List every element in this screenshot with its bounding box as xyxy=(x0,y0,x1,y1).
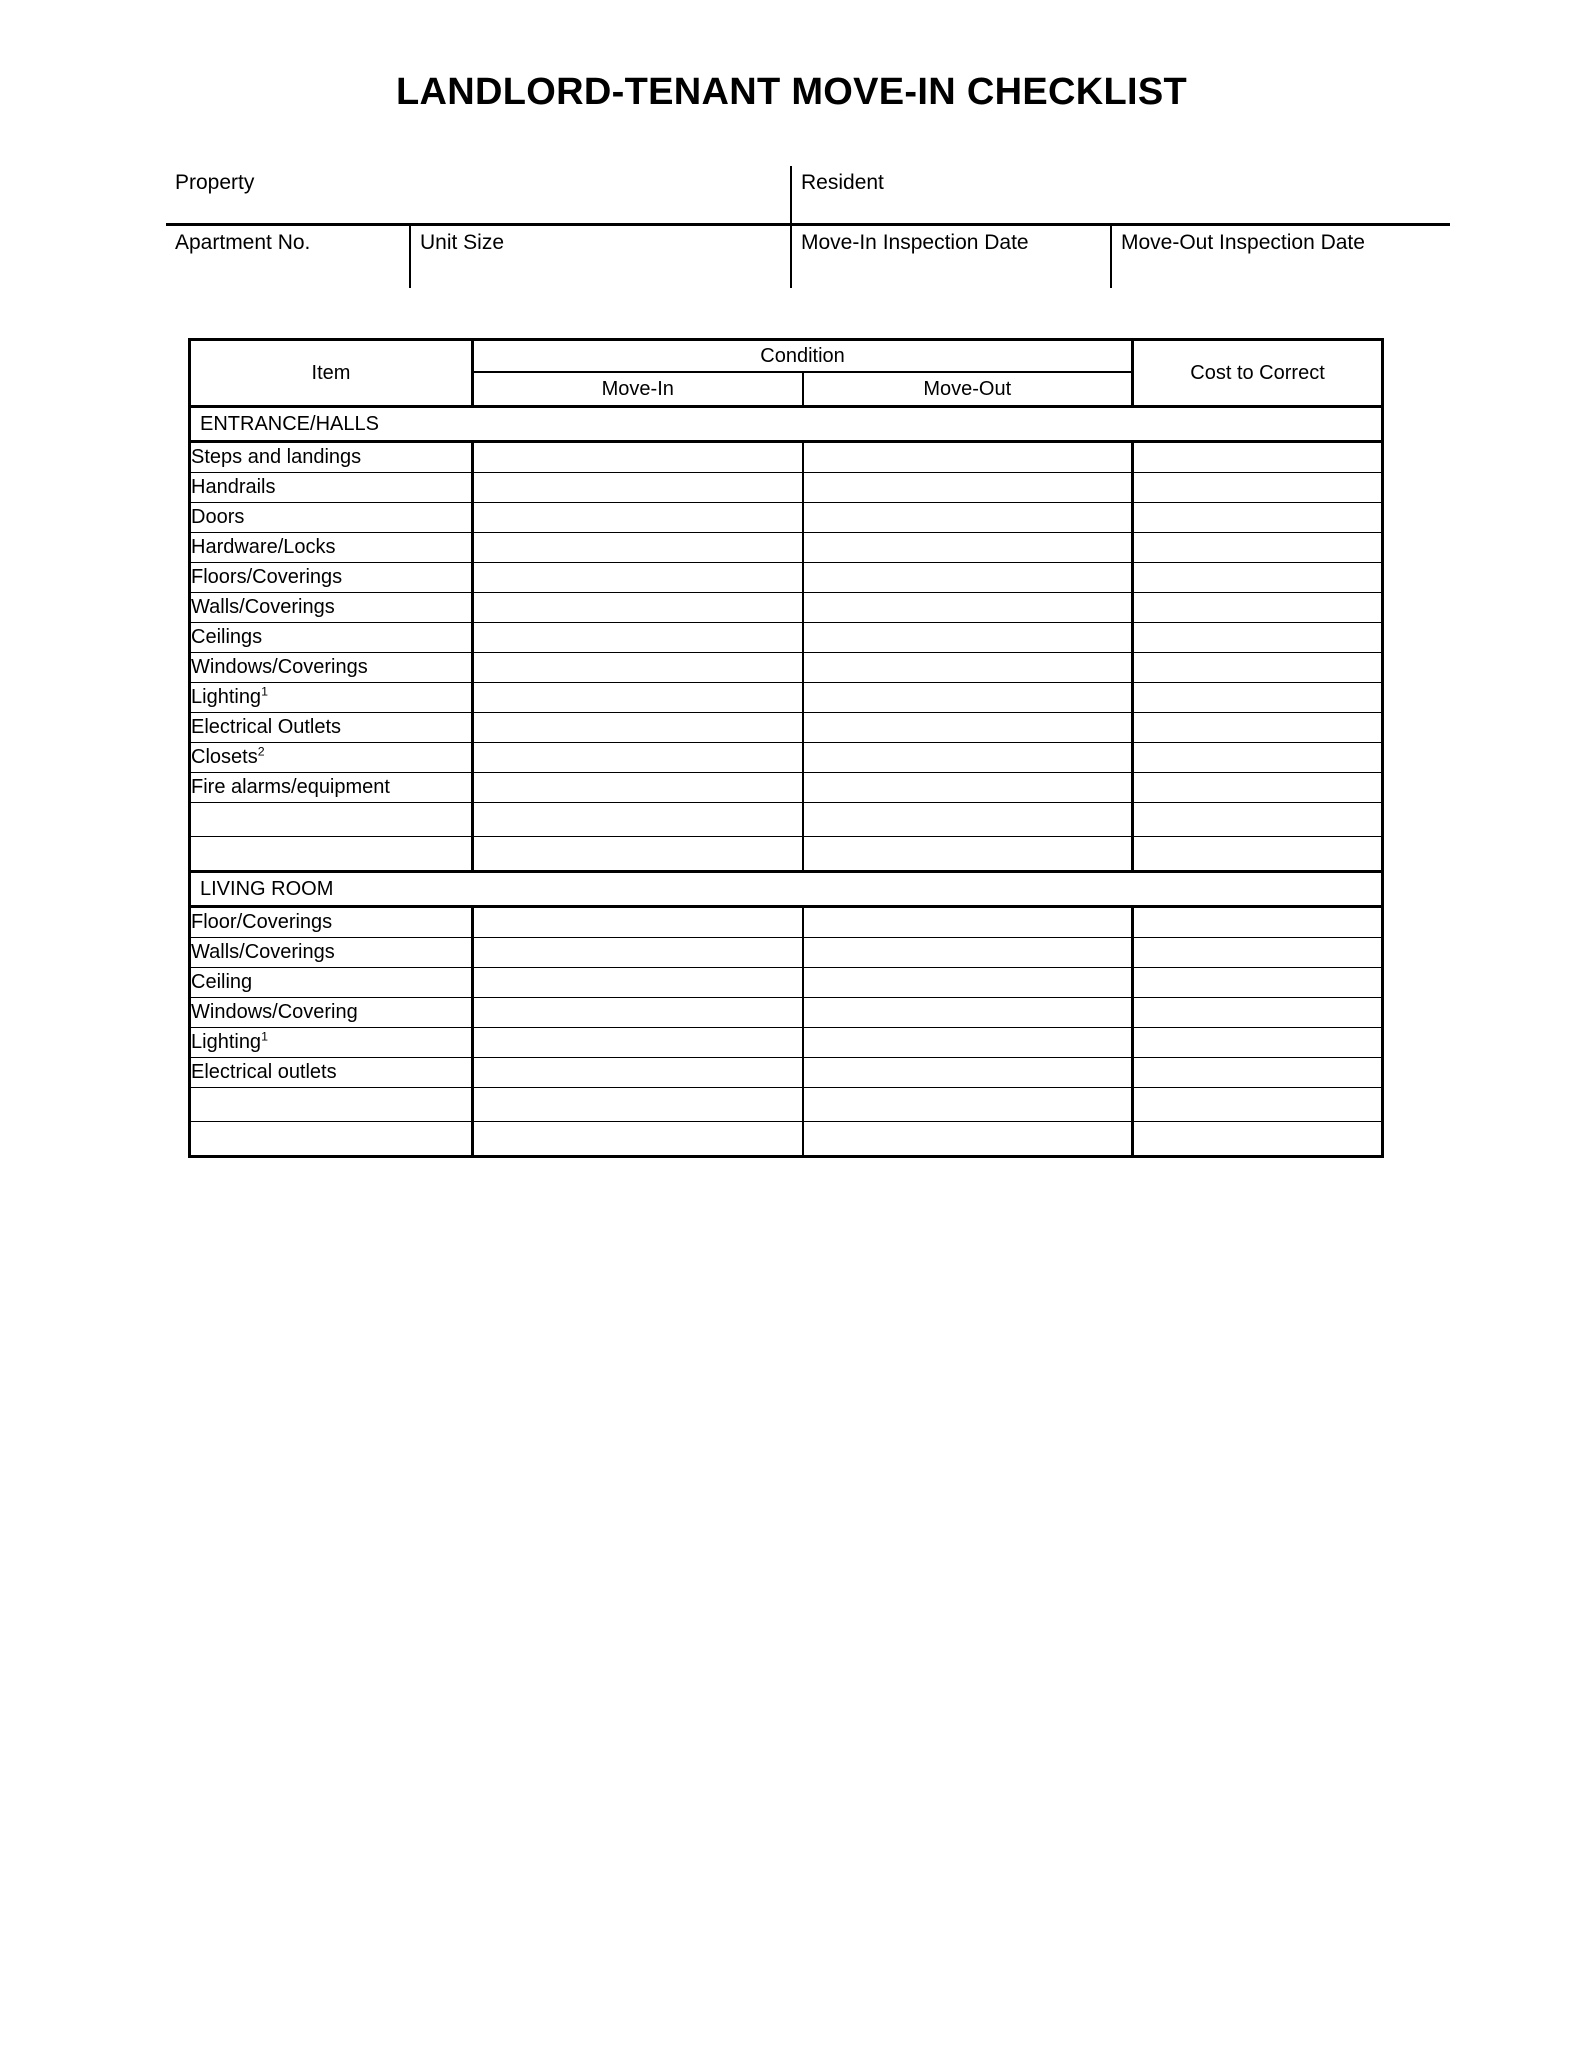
item-label-text: Handrails xyxy=(191,476,276,498)
table-row xyxy=(190,533,1383,563)
item-label-blank[interactable] xyxy=(190,837,473,872)
item-label[interactable] xyxy=(190,968,473,998)
field-move-in-inspection-date[interactable] xyxy=(792,226,1110,288)
cost-to-correct-cell[interactable] xyxy=(1133,907,1383,938)
field-apartment-no[interactable] xyxy=(166,226,409,288)
item-label[interactable] xyxy=(190,773,473,803)
table-row xyxy=(190,713,1383,743)
item-label[interactable] xyxy=(190,998,473,1028)
move-out-condition-cell[interactable] xyxy=(803,653,1133,683)
cost-to-correct-cell[interactable] xyxy=(1133,773,1383,803)
column-header-condition: Condition xyxy=(473,340,1133,373)
column-header-item: Item xyxy=(190,340,473,407)
table-row xyxy=(190,773,1383,803)
item-label-text: Ceiling xyxy=(191,971,253,993)
move-out-condition-cell[interactable] xyxy=(803,773,1133,803)
item-label[interactable] xyxy=(190,442,473,473)
item-label-text: Electrical Outlets xyxy=(191,716,342,738)
move-in-condition-cell[interactable] xyxy=(473,593,803,623)
move-in-condition-cell[interactable] xyxy=(473,713,803,743)
item-label[interactable] xyxy=(190,563,473,593)
item-label-text: Windows/Coverings xyxy=(191,656,368,678)
move-out-condition-cell[interactable] xyxy=(803,683,1133,713)
cost-to-correct-cell[interactable] xyxy=(1133,473,1383,503)
move-in-condition-cell[interactable] xyxy=(473,473,803,503)
item-label-blank[interactable] xyxy=(190,1088,473,1122)
item-label-text: Walls/Coverings xyxy=(191,596,335,618)
cost-to-correct-cell[interactable] xyxy=(1133,713,1383,743)
section-header-label: LIVING ROOM xyxy=(190,872,1383,907)
item-label[interactable] xyxy=(190,683,473,713)
field-apartment-no-label: Apartment No. xyxy=(175,231,311,254)
item-label-text: Closets xyxy=(191,746,258,768)
move-in-condition-cell[interactable] xyxy=(473,968,803,998)
table-row xyxy=(190,907,1383,938)
item-footnote-marker: 1 xyxy=(261,684,268,699)
column-header-cost-to-correct: Cost to Correct xyxy=(1133,340,1383,407)
move-in-condition-cell[interactable] xyxy=(473,1028,803,1058)
move-out-condition-cell[interactable] xyxy=(803,938,1133,968)
section-header-label: ENTRANCE/HALLS xyxy=(190,407,1383,442)
cost-to-correct-cell[interactable] xyxy=(1133,503,1383,533)
cost-to-correct-cell[interactable] xyxy=(1133,1122,1383,1157)
move-in-condition-cell[interactable] xyxy=(473,442,803,473)
cost-to-correct-cell[interactable] xyxy=(1133,938,1383,968)
table-row xyxy=(190,442,1383,473)
move-out-condition-cell[interactable] xyxy=(803,503,1133,533)
move-in-condition-cell[interactable] xyxy=(473,907,803,938)
table-body xyxy=(190,407,1383,1157)
table-row xyxy=(190,623,1383,653)
item-label-text: Fire alarms/equipment xyxy=(191,776,390,798)
move-in-condition-cell[interactable] xyxy=(473,683,803,713)
cost-to-correct-cell[interactable] xyxy=(1133,998,1383,1028)
item-footnote-marker: 2 xyxy=(257,744,265,759)
item-label[interactable] xyxy=(190,533,473,563)
move-out-condition-cell[interactable] xyxy=(803,968,1133,998)
item-footnote-marker: 1 xyxy=(261,1029,268,1044)
table-row xyxy=(190,503,1383,533)
item-label[interactable] xyxy=(190,938,473,968)
table-row xyxy=(190,683,1383,713)
item-label-text: Hardware/Locks xyxy=(191,536,336,558)
item-label-blank[interactable] xyxy=(190,803,473,837)
move-out-condition-cell[interactable] xyxy=(803,593,1133,623)
table-row xyxy=(190,968,1383,998)
move-out-condition-cell[interactable] xyxy=(803,998,1133,1028)
table-row xyxy=(190,1088,1383,1122)
item-label[interactable] xyxy=(190,653,473,683)
cost-to-correct-cell[interactable] xyxy=(1133,837,1383,872)
cost-to-correct-cell[interactable] xyxy=(1133,1088,1383,1122)
table-row xyxy=(190,837,1383,872)
table-row xyxy=(190,998,1383,1028)
section-header-row xyxy=(190,407,1383,442)
move-in-condition-cell[interactable] xyxy=(473,998,803,1028)
move-out-condition-cell[interactable] xyxy=(803,713,1133,743)
item-label-text: Lighting xyxy=(191,1031,262,1053)
move-in-checklist-table xyxy=(188,338,1384,1158)
column-header-move-in: Move-In xyxy=(473,372,803,407)
item-label[interactable] xyxy=(190,473,473,503)
move-out-condition-cell[interactable] xyxy=(803,442,1133,473)
item-label[interactable] xyxy=(190,1028,473,1058)
move-in-condition-cell[interactable] xyxy=(473,623,803,653)
item-label-text: Floors/Coverings xyxy=(191,566,343,588)
section-header-row xyxy=(190,872,1383,907)
table-row xyxy=(190,743,1383,773)
field-property-label: Property xyxy=(175,171,255,194)
move-in-condition-cell[interactable] xyxy=(473,653,803,683)
item-label-blank[interactable] xyxy=(190,1122,473,1157)
move-out-condition-cell[interactable] xyxy=(803,623,1133,653)
move-out-condition-cell[interactable] xyxy=(803,563,1133,593)
item-label[interactable] xyxy=(190,503,473,533)
table-row xyxy=(190,653,1383,683)
move-out-condition-cell[interactable] xyxy=(803,803,1133,837)
item-label[interactable] xyxy=(190,1058,473,1088)
table-row xyxy=(190,593,1383,623)
move-in-condition-cell[interactable] xyxy=(473,503,803,533)
cost-to-correct-cell[interactable] xyxy=(1133,803,1383,837)
table-row xyxy=(190,803,1383,837)
field-unit-size[interactable] xyxy=(411,226,790,288)
move-in-condition-cell[interactable] xyxy=(473,1122,803,1157)
item-label-text: Ceilings xyxy=(191,626,263,648)
cost-to-correct-cell[interactable] xyxy=(1133,593,1383,623)
page-title: LANDLORD-TENANT MOVE-IN CHECKLIST xyxy=(396,71,1187,113)
move-out-condition-cell[interactable] xyxy=(803,1058,1133,1088)
table-row xyxy=(190,938,1383,968)
field-move-in-inspection-date-label: Move-In Inspection Date xyxy=(801,231,1029,254)
item-label[interactable] xyxy=(190,713,473,743)
item-label-text: Floor/Coverings xyxy=(191,911,333,933)
field-property[interactable] xyxy=(166,166,790,223)
cost-to-correct-cell[interactable] xyxy=(1133,968,1383,998)
column-header-move-out: Move-Out xyxy=(803,372,1133,407)
item-label-text: Walls/Coverings xyxy=(191,941,335,963)
property-resident-info-block xyxy=(166,166,1450,288)
move-out-condition-cell[interactable] xyxy=(803,907,1133,938)
move-out-condition-cell[interactable] xyxy=(803,1028,1133,1058)
move-in-condition-cell[interactable] xyxy=(473,533,803,563)
move-in-condition-cell[interactable] xyxy=(473,743,803,773)
item-label-text: Doors xyxy=(191,506,245,528)
field-resident[interactable] xyxy=(792,166,1450,223)
table-row xyxy=(190,473,1383,503)
item-label-text: Steps and landings xyxy=(191,446,362,468)
table-row xyxy=(190,1058,1383,1088)
move-out-condition-cell[interactable] xyxy=(803,837,1133,872)
move-in-condition-cell[interactable] xyxy=(473,773,803,803)
move-in-condition-cell[interactable] xyxy=(473,1058,803,1088)
item-label[interactable] xyxy=(190,623,473,653)
cost-to-correct-cell[interactable] xyxy=(1133,743,1383,773)
cost-to-correct-cell[interactable] xyxy=(1133,653,1383,683)
field-move-out-inspection-date-label: Move-Out Inspection Date xyxy=(1121,231,1365,254)
cost-to-correct-cell[interactable] xyxy=(1133,533,1383,563)
table-header-row-top xyxy=(190,340,1383,373)
cost-to-correct-cell[interactable] xyxy=(1133,442,1383,473)
item-label-text: Lighting xyxy=(191,686,262,708)
item-label[interactable] xyxy=(190,743,473,773)
cost-to-correct-cell[interactable] xyxy=(1133,623,1383,653)
item-label-text: Electrical outlets xyxy=(191,1061,337,1083)
move-out-condition-cell[interactable] xyxy=(803,473,1133,503)
table-row xyxy=(190,1122,1383,1157)
item-label[interactable] xyxy=(190,907,473,938)
cost-to-correct-cell[interactable] xyxy=(1133,563,1383,593)
item-label[interactable] xyxy=(190,593,473,623)
move-in-condition-cell[interactable] xyxy=(473,803,803,837)
table-head xyxy=(190,340,1383,407)
cost-to-correct-cell[interactable] xyxy=(1133,1028,1383,1058)
move-in-condition-cell[interactable] xyxy=(473,563,803,593)
move-out-condition-cell[interactable] xyxy=(803,533,1133,563)
field-move-out-inspection-date[interactable] xyxy=(1112,226,1450,288)
cost-to-correct-cell[interactable] xyxy=(1133,683,1383,713)
move-out-condition-cell[interactable] xyxy=(803,1122,1133,1157)
move-out-condition-cell[interactable] xyxy=(803,743,1133,773)
move-in-condition-cell[interactable] xyxy=(473,1088,803,1122)
info-row-property-resident xyxy=(166,166,1450,226)
move-out-condition-cell[interactable] xyxy=(803,1088,1133,1122)
cost-to-correct-cell[interactable] xyxy=(1133,1058,1383,1088)
table-row xyxy=(190,1028,1383,1058)
move-in-condition-cell[interactable] xyxy=(473,938,803,968)
move-in-condition-cell[interactable] xyxy=(473,837,803,872)
field-unit-size-label: Unit Size xyxy=(420,231,505,254)
field-resident-label: Resident xyxy=(801,171,884,194)
info-row-apartment-details xyxy=(166,226,1450,288)
item-label-text: Windows/Covering xyxy=(191,1001,358,1023)
table-row xyxy=(190,563,1383,593)
